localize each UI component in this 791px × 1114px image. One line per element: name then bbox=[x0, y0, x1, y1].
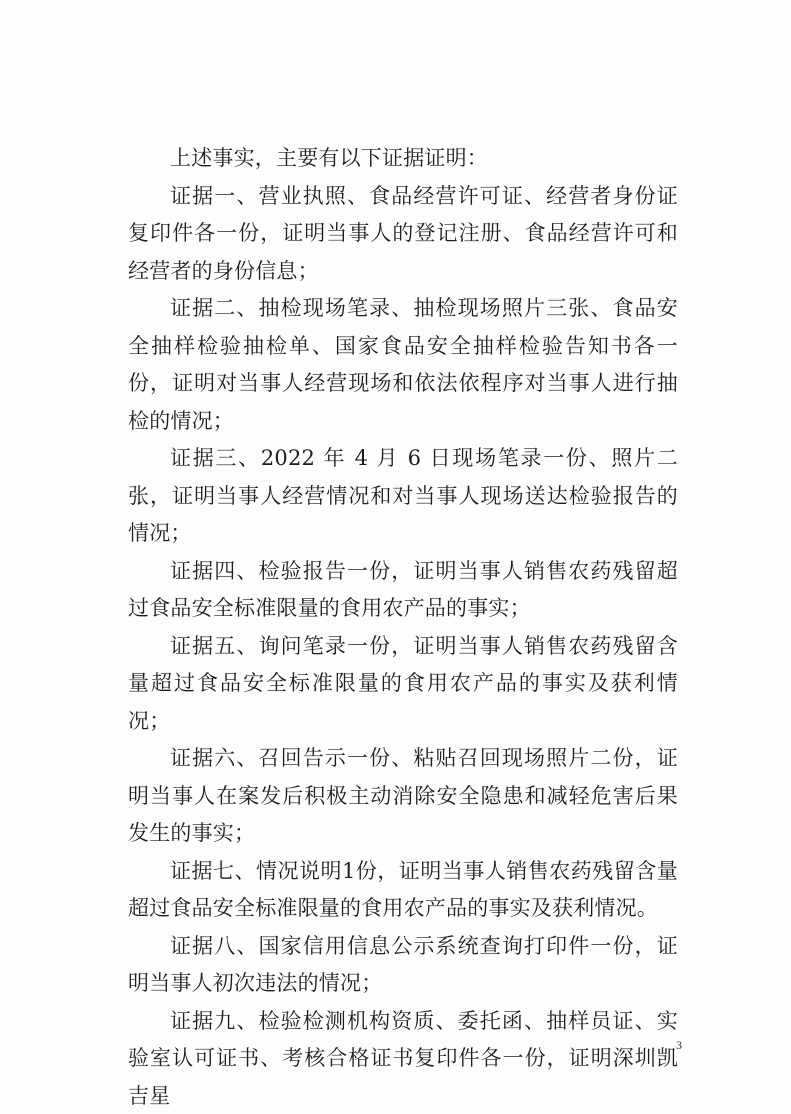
paragraph-evidence-9: 证据九、检验检测机构资质、委托函、抽样员证、实验室认可证书、考核合格证书复印件各一份，证明深圳凯吉星 bbox=[128, 1008, 678, 1108]
document-body bbox=[128, 140, 678, 1114]
paragraph-evidence-6: 证据六、召回告示一份、粘贴召回现场照片二份，证明当事人在案发后积极主动消除安全隐患和减轻危害后果发生的事实； bbox=[128, 746, 678, 845]
paragraph-evidence-2: 证据二、抽检现场笔录、抽检现场照片三张、食品安全抽样检验抽检单、国家食品安全抽样检验告知书各一份，证明对当事人经营现场和依法依程序对当事人进行抽检的情况； bbox=[128, 296, 678, 433]
paragraph-intro: 上述事实，主要有以下证据证明： bbox=[170, 146, 488, 170]
page-number: 3 bbox=[676, 1038, 682, 1052]
paragraph-evidence-4: 证据四、检验报告一份，证明当事人销售农药残留超过食品安全标准限量的食用农产品的事实； bbox=[128, 558, 678, 620]
paragraph-evidence-3: 证据三、2022 年 4 月 6 日现场笔录一份、照片二张，证明当事人经营情况和对当事人现场送达检验报告的情况； bbox=[128, 446, 678, 545]
paragraph-evidence-1: 证据一、营业执照、食品经营许可证、经营者身份证复印件各一份，证明当事人的登记注册、食品经营许可和经营者的身份信息； bbox=[128, 183, 678, 283]
paragraph-evidence-5: 证据五、询问笔录一份，证明当事人销售农药残留含量超过食品安全标准限量的食用农产品的事实及获利情况； bbox=[128, 633, 678, 733]
paragraph-evidence-7: 证据七、情况说明1份，证明当事人销售农药残留含量超过食品安全标准限量的食用农产品的事实及获利情况。 bbox=[128, 858, 678, 920]
paragraph-evidence-8: 证据八、国家信用信息公示系统查询打印件一份，证明当事人初次违法的情况； bbox=[128, 933, 678, 995]
